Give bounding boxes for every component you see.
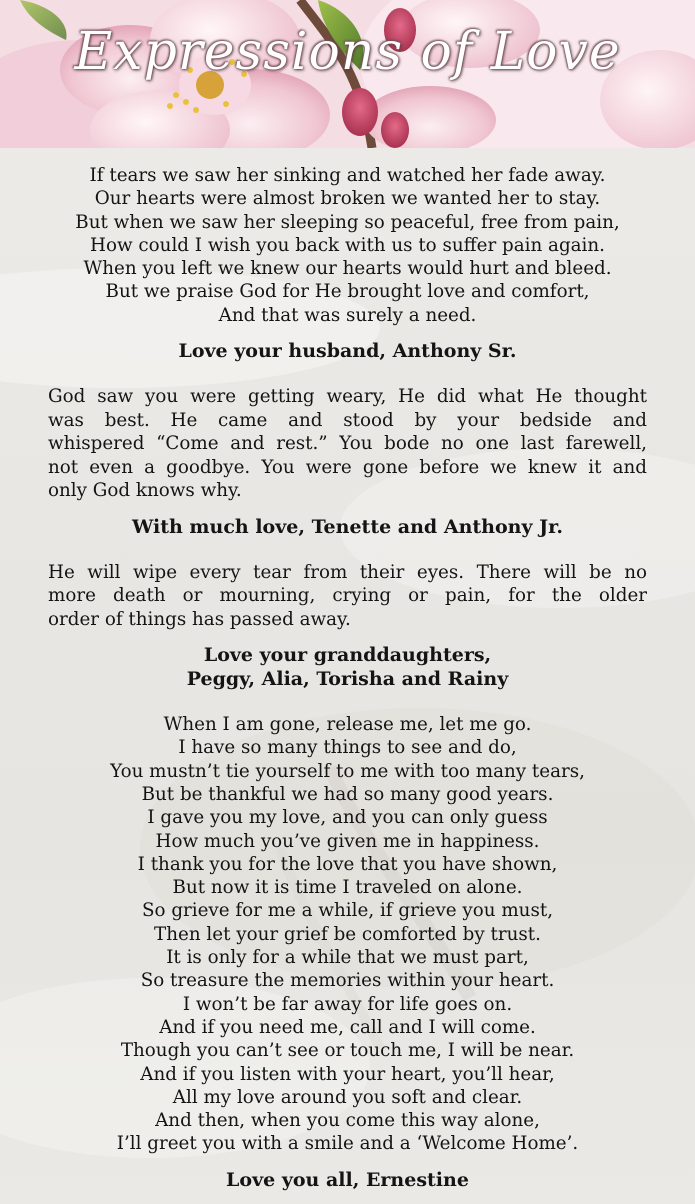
paragraph-line: not even a goodbye. You were gone before we knew it and: [48, 456, 647, 478]
signature-ernestine: [48, 1168, 647, 1192]
poem-line: Our hearts were almost broken we wanted her to stay.: [94, 188, 601, 210]
poem-line: So grieve for me a while, if grieve you must,: [141, 900, 554, 922]
tribute-paragraph-1: [48, 385, 647, 503]
poem-line: Then let your grief be comforted by trust.: [154, 923, 541, 945]
signature-husband: [48, 339, 647, 363]
poem-line: And then, when you come this way alone,: [155, 1110, 540, 1132]
header-banner: [0, 0, 695, 148]
paragraph-line: more death or mourning, crying or pain, for the older: [48, 585, 647, 607]
signature-line: With much love, Tenette and Anthony Jr.: [132, 515, 563, 538]
signature-line: Love you all, Ernestine: [226, 1168, 469, 1191]
poem-line: Though you can’t see or touch me, I will be near.: [120, 1040, 575, 1062]
poem-line: I won’t be far away for life goes on.: [182, 993, 513, 1015]
paragraph-line: God saw you were getting weary, He did what He thought: [48, 386, 647, 408]
paragraph-line: only God knows why.: [48, 480, 242, 502]
signature-children: [48, 515, 647, 539]
poem-line: If tears we saw her sinking and watched her fade away.: [89, 165, 606, 186]
opening-poem: [48, 164, 647, 327]
poem-line: You mustn’t tie yourself to me with too many tears,: [110, 760, 585, 782]
page-title: Expressions of Love: [74, 22, 621, 82]
poem-line: It is only for a while that we must part,: [166, 947, 529, 969]
poem-line: But be thankful we had so many good years.: [141, 783, 554, 805]
poem-line: And if you need me, call and I will come.: [159, 1016, 536, 1038]
poem-line: I’ll greet you with a smile and a ‘Welcome Home’.: [116, 1133, 579, 1155]
poem-line: All my love around you soft and clear.: [172, 1086, 523, 1108]
paragraph-line: whispered “Come and rest.” You bode no one last farewell,: [48, 433, 647, 455]
poem-line: How much you’ve given me in happiness.: [155, 830, 540, 852]
poem-line: But we praise God for He brought love and comfort,: [105, 281, 590, 303]
paragraph-line: was best. He came and stood by your bedside and: [48, 409, 647, 431]
tribute-paragraph-2: [48, 561, 647, 632]
poem-line: And that was surely a need.: [218, 304, 477, 326]
signature-line: Peggy, Alia, Torisha and Rainy: [186, 668, 509, 691]
poem-line: But when we saw her sleeping so peaceful, free from pain,: [75, 211, 620, 233]
signature-line: Love your granddaughters,: [203, 644, 492, 667]
poem-line: I gave you my love, and you can only guess: [147, 807, 548, 829]
poem-line: I have so many things to see and do,: [178, 737, 517, 759]
closing-poem: [48, 713, 647, 1156]
poem-line: When you left we knew our hearts would hurt and bleed.: [83, 258, 612, 280]
memorial-text: [48, 164, 647, 1192]
signature-granddaughters: [48, 643, 647, 691]
poem-line: So treasure the memories within your heart.: [140, 970, 555, 992]
paragraph-line: order of things has passed away.: [48, 608, 351, 630]
poem-line: But now it is time I traveled on alone.: [172, 877, 523, 899]
poem-line: How could I wish you back with us to suffer pain again.: [90, 234, 605, 256]
poem-line: I thank you for the love that you have shown,: [137, 853, 558, 875]
signature-line: Love your husband, Anthony Sr.: [178, 340, 517, 363]
paragraph-line: He will wipe every tear from their eyes. There will be no: [48, 561, 647, 583]
poem-line: And if you listen with your heart, you’ll hear,: [140, 1063, 555, 1085]
poem-line: When I am gone, release me, let me go.: [163, 714, 532, 736]
